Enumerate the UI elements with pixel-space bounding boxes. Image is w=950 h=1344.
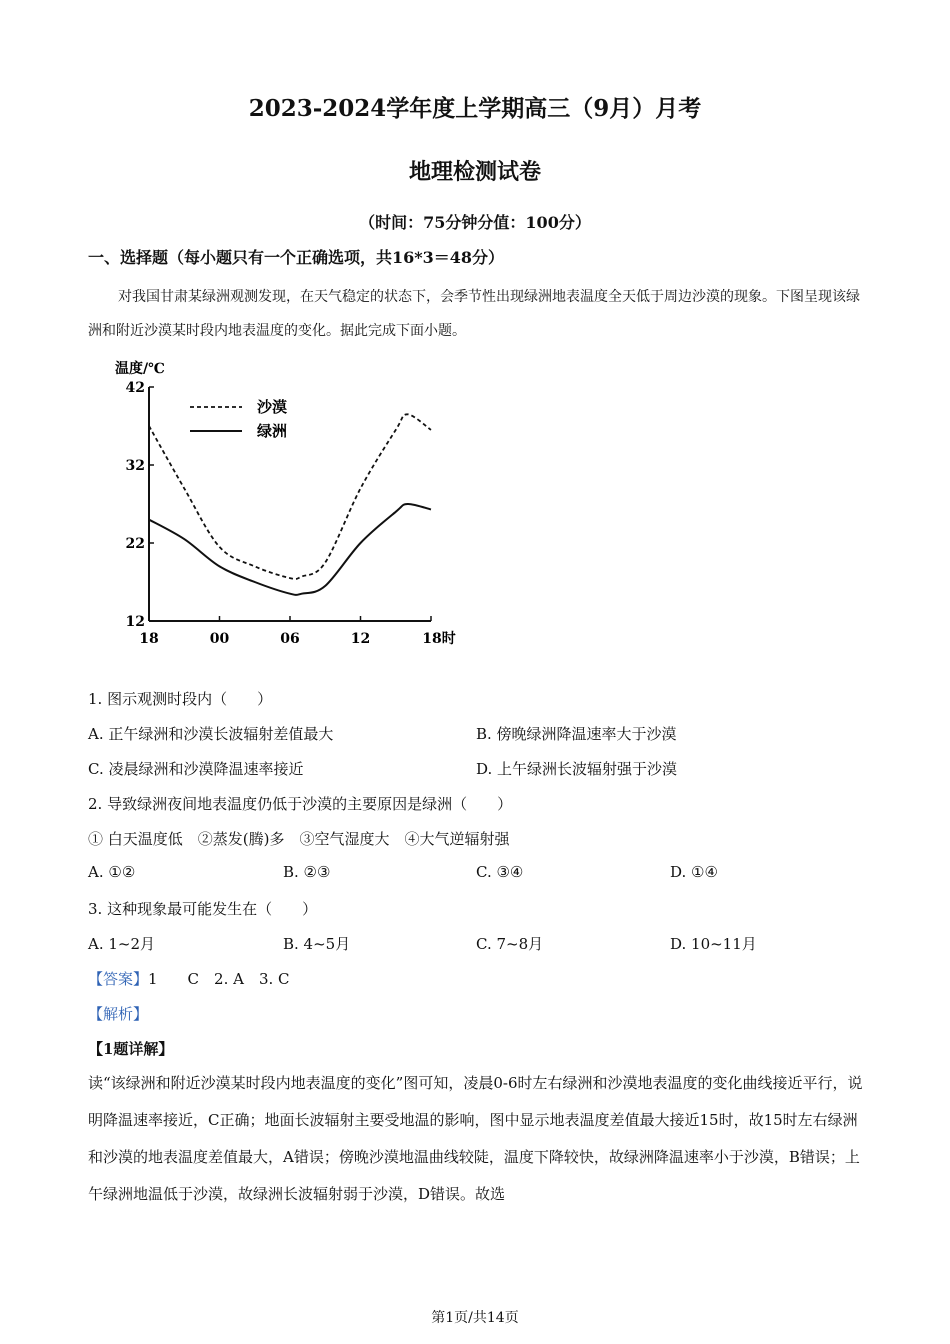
- q2-option-b[interactable]: B. ②③: [283, 863, 331, 881]
- chart-x-tick-label: 18时: [422, 631, 456, 647]
- q1-option-a[interactable]: A. 正午绿洲和沙漠长波辐射差值最大: [88, 725, 334, 743]
- answer-line: [88, 968, 290, 989]
- chart-x-tick-label: 12: [350, 631, 371, 647]
- question-intro: 对我国甘肃某绿洲观测发现，在天气稳定的状态下，会季节性出现绿洲地表温度全天低于周边沙漠的现象。下图呈现该绿洲和附近沙漠某时段内地表温度的变化。据此完成下面小题。: [88, 289, 860, 339]
- oasis-series-line: [149, 504, 431, 595]
- question-3-stem: 3. 这种现象最可能发生在（ ）: [88, 900, 318, 918]
- q3-option-b[interactable]: B. 4~5月: [283, 935, 351, 953]
- q3-option-a[interactable]: A. 1~2月: [88, 935, 156, 953]
- analysis-text: 读“该绿洲和附近沙漠某时段内地表温度的变化”图可知，凌晨0-6时左右绿洲和沙漠地表温度的变化曲线接近平行，说明降温速率接近，C正确；地面长波辐射主要受地温的影响，图中显示地表温度差值最大接近15时，故15时左右绿洲和沙漠的地表温度差值最大，A错误；傍晚沙漠地温曲线较陡，温度下降较快，故绿洲降温速率小于沙漠，B错误；上午绿洲地温低于沙漠，故绿洲长波辐射弱于沙漠，D错误。故选: [88, 1074, 863, 1203]
- q3-option-c[interactable]: C. 7~8月: [476, 935, 544, 953]
- section-heading: 一、选择题（每小题只有一个正确选项，共16*3＝48分）: [88, 248, 505, 267]
- chart-y-tick-label: 22: [125, 536, 145, 552]
- question-1-stem: 1. 图示观测时段内（ ）: [88, 690, 273, 708]
- page-footer: 第1页/共14页: [431, 1310, 519, 1326]
- legend-label-oasis: 绿洲: [257, 422, 288, 440]
- question-2-items: ① 白天温度低 ②蒸发(腾)多 ③空气湿度大 ④大气逆辐射强: [88, 830, 510, 848]
- chart-x-tick-label: 00: [209, 631, 230, 647]
- chart-y-tick-label: 32: [125, 458, 145, 474]
- q1-option-b[interactable]: B. 傍晚绿洲降温速率大于沙漠: [476, 725, 677, 743]
- q2-option-a[interactable]: A. ①②: [88, 863, 136, 881]
- q2-option-c[interactable]: C. ③④: [476, 863, 524, 881]
- exam-time-score: （时间：75分钟分值：100分）: [359, 213, 591, 232]
- legend-label-desert: 沙漠: [257, 398, 288, 416]
- q1-option-c[interactable]: C. 凌晨绿洲和沙漠降温速率接近: [88, 760, 304, 778]
- chart-y-tick-label: 12: [125, 614, 145, 630]
- desert-series-line: [149, 414, 431, 579]
- temperature-chart: [105, 355, 475, 655]
- analysis-detail-label: 【1题详解】: [88, 1040, 174, 1058]
- answer-label: 【答案】: [88, 970, 149, 988]
- analysis-label: 【解析】: [88, 1005, 149, 1023]
- chart-x-tick-label: 06: [280, 631, 300, 647]
- q2-option-d[interactable]: D. ①④: [670, 863, 718, 881]
- chart-x-tick-label: 18: [139, 631, 159, 647]
- question-2-stem: 2. 导致绿洲夜间地表温度仍低于沙漠的主要原因是绿洲（ ）: [88, 795, 513, 813]
- exam-title: 2023-2024学年度上学期高三（9月）月考: [248, 95, 702, 122]
- exam-subject: 地理检测试卷: [408, 159, 541, 185]
- answer-text: 1 C 2. A 3. C: [148, 970, 290, 988]
- q1-option-d[interactable]: D. 上午绿洲长波辐射强于沙漠: [476, 760, 678, 778]
- chart-y-tick-label: 42: [125, 380, 145, 396]
- q3-option-d[interactable]: D. 10~11月: [670, 935, 757, 953]
- chart-ylabel: 温度/℃: [115, 361, 165, 377]
